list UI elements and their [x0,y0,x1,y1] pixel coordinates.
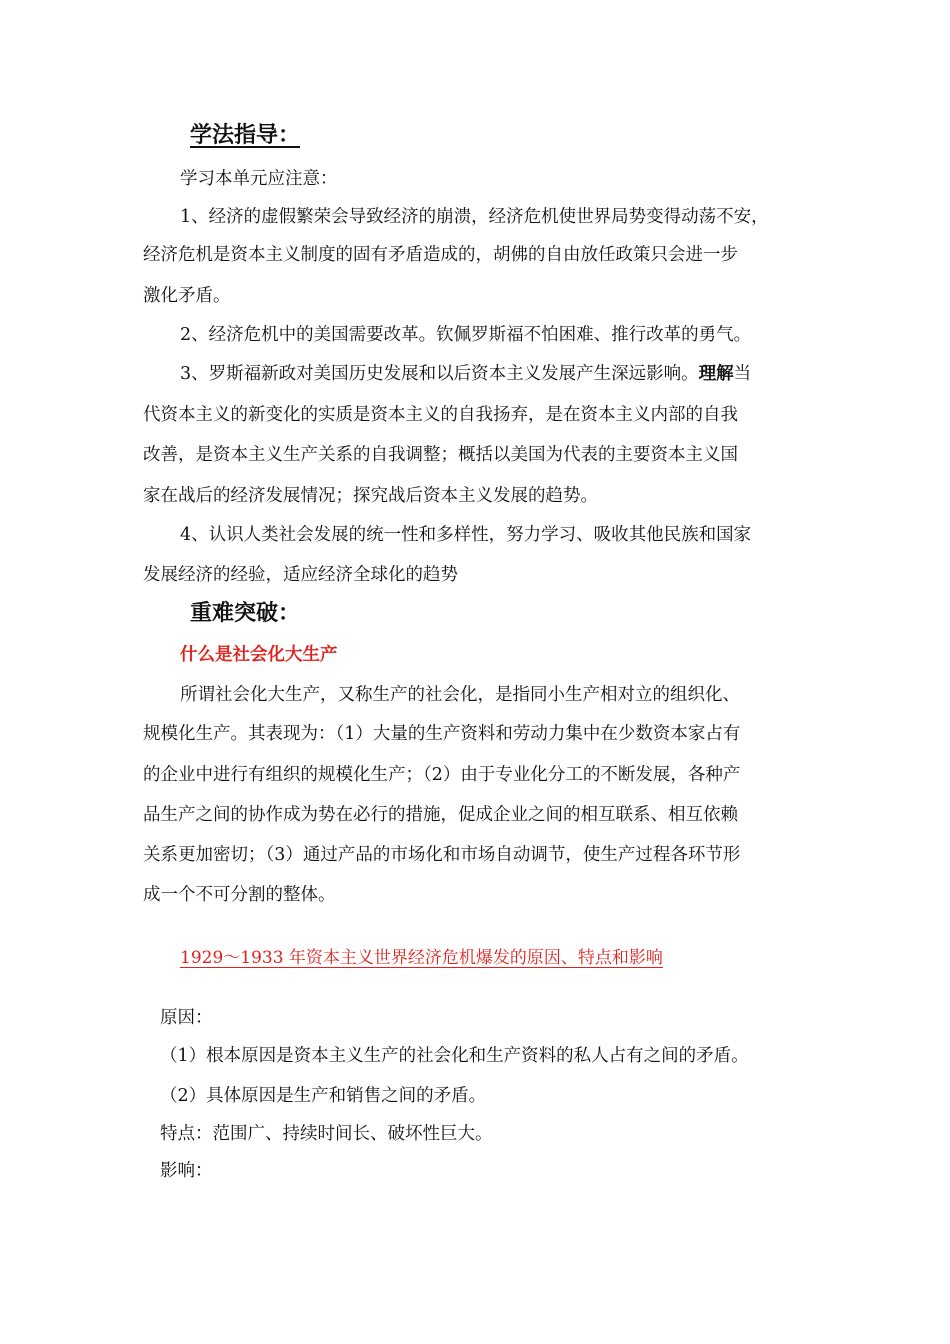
paragraph-2: 2、经济危机中的美国需要改革。钦佩罗斯福不怕困难、推行改革的勇气。 [180,325,752,345]
paragraph-3-text-tail: 当 [733,364,752,384]
section-heading-key-points: 重难突破： [190,601,301,626]
impact-label: 影响： [160,1161,213,1181]
crisis-section-title: 1929～1933 年资本主义世界经济危机爆发的原因、特点和影响 [180,948,663,968]
paragraph-3-text: 3、罗斯福新政对美国历史发展和以后资本主义发展产生深远影响。 [180,364,699,384]
paragraph-3-line-4: 家在战后的经济发展情况；探究战后资本主义发展的趋势。 [143,486,598,506]
paragraph-4-line-1: 4、认识人类社会发展的统一性和多样性，努力学习、吸收其他民族和国家 [180,525,752,545]
explanation-line-6: 成一个不可分割的整体。 [143,885,336,905]
explanation-line-3: 的企业中进行有组织的规模化生产；（2）由于专业化分工的不断发展，各种产 [143,765,741,785]
paragraph-3-emphasis: 理解 [698,364,734,384]
paragraph-1-line-1: 1、经济的虚假繁荣会导致经济的崩溃，经济危机使世界局势变得动荡不安， [180,207,769,227]
paragraph-1-line-3: 激化矛盾。 [143,286,231,306]
features-line: 特点：范围广、持续时间长、破坏性巨大。 [160,1124,493,1144]
subsection-title: 什么是社会化大生产 [180,645,338,665]
paragraph-3-line-1 [180,361,860,387]
explanation-line-2: 规模化生产。其表现为：（1）大量的生产资料和劳动力集中在少数资本家占有 [143,724,741,744]
cause-1: （1）根本原因是资本主义生产的社会化和生产资料的私人占有之间的矛盾。 [160,1046,749,1066]
explanation-line-1: 所谓社会化大生产，又称生产的社会化，是指同小生产相对立的组织化、 [180,685,740,705]
paragraph-3-line-3: 改善，是资本主义生产关系的自我调整；概括以美国为代表的主要资本主义国 [143,445,738,465]
section-heading-study-guide: 学法指导： [190,123,301,148]
paragraph-4-line-2: 发展经济的经验，适应经济全球化的趋势 [143,565,458,585]
explanation-line-4: 品生产之间的协作成为势在必行的措施，促成企业之间的相互联系、相互依赖 [143,805,738,825]
paragraph-3-line-2: 代资本主义的新变化的实质是资本主义的自我扬弃，是在资本主义内部的自我 [143,405,738,425]
cause-2: （2）具体原因是生产和销售之间的矛盾。 [160,1086,487,1106]
intro-line: 学习本单元应注意： [180,169,338,189]
cause-label: 原因： [160,1008,213,1028]
paragraph-1-line-2: 经济危机是资本主义制度的固有矛盾造成的，胡佛的自由放任政策只会进一步 [143,245,738,265]
explanation-line-5: 关系更加密切；（3）通过产品的市场化和市场自动调节，使生产过程各环节形 [143,845,741,865]
